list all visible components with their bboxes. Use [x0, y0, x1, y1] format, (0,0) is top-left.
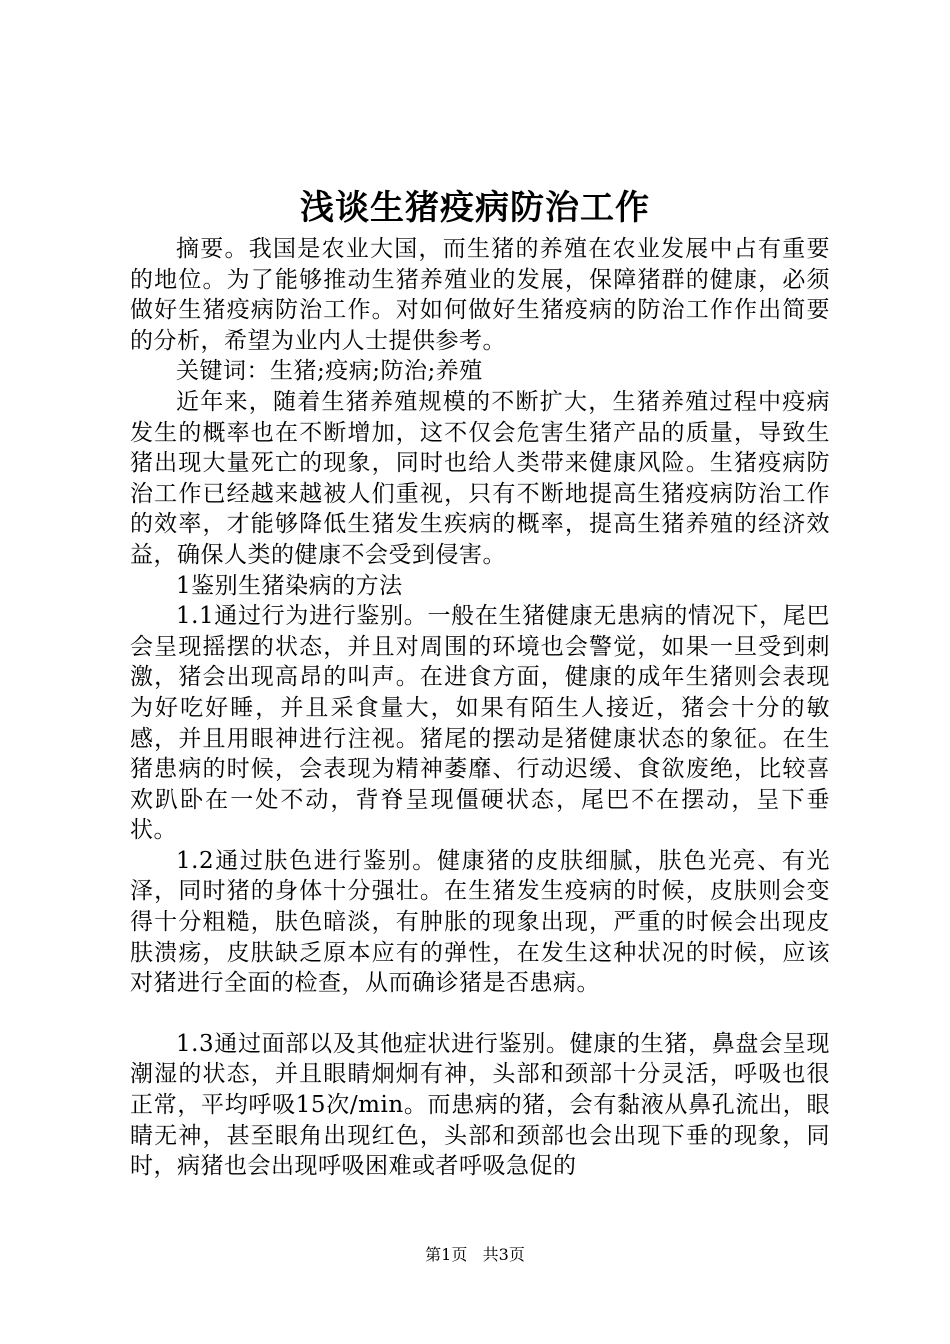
- keywords-paragraph: 关键词：生猪;疫病;防治;养殖: [176, 358, 483, 385]
- page-number: 第1页: [425, 1245, 468, 1264]
- page-footer: [0, 1244, 950, 1266]
- document-title: 浅谈生猪疫病防治工作: [300, 188, 650, 228]
- section-1-2-paragraph: 1.2通过肤色进行鉴别。健康猪的皮肤细腻，肤色光亮、有光泽，同时猪的身体十分强壮。在生猪发生疫病的时候，皮肤则会变得十分粗糙，肤色暗淡，有肿胀的现象出现，严重的时候会出现皮肤溃疡，皮肤缺乏原本应有的弹性，在发生这种状况的时候，应该对猪进行全面的检查，从而确诊猪是否患病。: [130, 847, 830, 997]
- page-total: 共3页: [482, 1245, 525, 1264]
- section-1-3-paragraph: 1.3通过面部以及其他症状进行鉴别。健康的生猪，鼻盘会呈现潮湿的状态，并且眼睛炯炯有神，头部和颈部十分灵活，呼吸也很正常，平均呼吸15次/min。而患病的猪，会有黏液从鼻孔流出，眼睛无神，甚至眼角出现红色，头部和颈部也会出现下垂的现象，同时，病猪也会出现呼吸困难或者呼吸急促的: [130, 1030, 830, 1180]
- page-separator: [472, 1245, 477, 1264]
- abstract-paragraph: 摘要。我国是农业大国，而生猪的养殖在农业发展中占有重要的地位。为了能够推动生猪养殖业的发展，保障猪群的健康，必须做好生猪疫病防治工作。对如何做好生猪疫病的防治工作作出简要的分析，希望为业内人士提供参考。: [130, 236, 830, 354]
- section-heading: 1鉴别生猪染病的方法: [176, 572, 403, 599]
- intro-paragraph: 近年来，随着生猪养殖规模的不断扩大，生猪养殖过程中疫病发生的概率也在不断增加，这不仅会危害生猪产品的质量，导致生猪出现大量死亡的现象，同时也给人类带来健康风险。生猪疫病防治工作已经越来越被人们重视，只有不断地提高生猪疫病防治工作的效率，才能够降低生猪发生疾病的概率，提高生猪养殖的经济效益，确保人类的健康不会受到侵害。: [130, 388, 830, 568]
- section-1-1-paragraph: 1.1通过行为进行鉴别。一般在生猪健康无患病的情况下，尾巴会呈现摇摆的状态，并且对周围的环境也会警觉，如果一旦受到刺激，猪会出现高昂的叫声。在进食方面，健康的成年生猪则会表现为好吃好睡，并且采食量大，如果有陌生人接近，猪会十分的敏感，并且用眼神进行注视。猪尾的摆动是猪健康状态的象征。在生猪患病的时候，会表现为精神萎靡、行动迟缓、食欲废绝，比较喜欢趴卧在一处不动，背脊呈现僵硬状态，尾巴不在摆动，呈下垂状。: [130, 603, 830, 844]
- document-body: [130, 234, 830, 1182]
- paragraph-gap: [130, 999, 830, 1029]
